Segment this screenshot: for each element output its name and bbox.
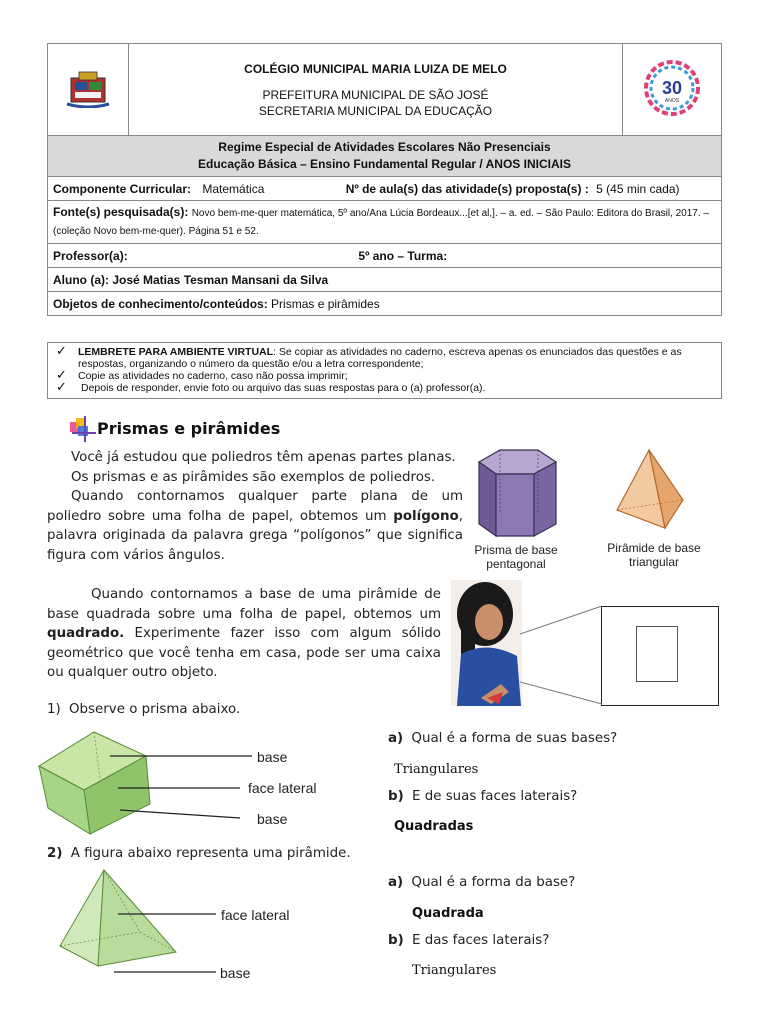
reminder-title: LEMBRETE PARA AMBIENTE VIRTUAL xyxy=(78,346,274,358)
regime-cell xyxy=(48,136,722,177)
q1a-letter: a) xyxy=(388,731,404,746)
fonte-value: Novo bem-me-quer matemática, 5º ano/Ana Lúcia Bordeaux...[et al,]. – a. ed. – São Paulo: Editora do Brasil, 2017. – (coleção Novo bem-me-quer). Página 51 e 52. xyxy=(53,208,709,237)
coat-of-arms-icon xyxy=(65,68,111,108)
reminder-line-3-text: Depois de responder, envie foto ou arquivo das suas respostas para o (a) professor(a). xyxy=(81,382,486,394)
aulas-value: 5 (45 min cada) xyxy=(596,181,680,196)
ano-turma: 5º ano – Turma: xyxy=(358,248,448,263)
q1a-question xyxy=(388,731,617,746)
paper-sheet xyxy=(601,606,719,706)
reminder-line-2 xyxy=(56,367,715,382)
q1a-text: Qual é a forma de suas bases? xyxy=(411,731,618,746)
reminder-box xyxy=(47,342,722,399)
pyramid-caption: Pirâmide de base triangular xyxy=(607,541,701,569)
anniversary-number: 30 xyxy=(661,78,683,98)
anniversary-word: ANOS xyxy=(664,98,680,104)
q1b-text: E de suas faces laterais? xyxy=(411,789,578,804)
header-title-cell xyxy=(129,44,623,136)
q2b-letter: b) xyxy=(388,933,404,948)
q2-text: A figura abaixo representa uma pirâmide. xyxy=(70,846,351,861)
regime-text: Regime Especial de Atividades Escolares Não Presenciais xyxy=(218,140,551,154)
intro-p3c: , palavra originada da palavra grega “polígonos” que significa figura com vários ângulos. xyxy=(47,508,463,563)
q1-text: Observe o prisma abaixo. xyxy=(69,702,241,717)
q1b-question xyxy=(388,789,577,804)
reminder-line-1-text: : Se copiar as atividades no caderno, escreva apenas os enunciados das questões e as respostas, organizando o número da questão e/ou a letra correspondente; xyxy=(78,346,682,370)
q2-label-face: face lateral xyxy=(221,907,290,923)
componente-row xyxy=(48,177,722,201)
objetos-label: Objetos de conhecimento/conteúdos: xyxy=(53,296,268,311)
q1-label-face: face lateral xyxy=(248,780,317,796)
intro-p2: Os prismas e as pirâmides são exemplos de poliedros. xyxy=(71,469,436,485)
q2-number: 2) xyxy=(47,846,63,861)
professor-label: Professor(a): xyxy=(53,248,128,263)
coat-of-arms-cell xyxy=(48,44,129,136)
q2b-text: E das faces laterais? xyxy=(411,933,550,948)
q2a-question xyxy=(388,875,575,890)
q1b-answer: Quadradas xyxy=(394,819,474,834)
q2b-answer: Triangulares xyxy=(412,963,497,978)
q2a-answer: Quadrada xyxy=(412,906,484,921)
intro-p4 xyxy=(47,585,441,683)
intro-p1: Você já estudou que poliedros têm apenas partes planas. xyxy=(71,450,456,465)
reminder-line-2-text: Copie as atividades no caderno, caso não possa imprimir; xyxy=(78,370,348,382)
prefeitura-name: PREFEITURA MUNICIPAL DE SÃO JOSÉ xyxy=(262,87,489,102)
intro-p3 xyxy=(47,487,463,565)
intro-p3b: polígono xyxy=(393,508,459,524)
q2a-text: Qual é a forma da base? xyxy=(411,875,576,890)
section-title: Prismas e pirâmides xyxy=(97,419,281,438)
anniversary-logo-cell xyxy=(623,44,722,136)
q1-label-base-top: base xyxy=(257,749,288,765)
aluno-row: Aluno (a): José Matias Tesman Mansani da Silva xyxy=(48,268,722,292)
prism-caption: Prisma de base pentagonal xyxy=(474,543,558,571)
reminder-line-3 xyxy=(56,379,715,394)
intro-p4c: Experimente fazer isso com algum sólido geométrico que você tenha em casa, pode ser uma caixa ou qualquer outro objeto. xyxy=(47,626,441,681)
intro-p3a: Quando contornamos qualquer parte plana de um poliedro sobre uma folha de papel, obtemos um xyxy=(47,489,463,524)
componente-value: Matemática xyxy=(202,181,265,196)
q1-heading xyxy=(47,702,240,717)
section-bullet-icon xyxy=(68,416,98,442)
checkmark-icon: ✓ xyxy=(56,379,67,394)
pentagonal-prism-image xyxy=(474,448,560,540)
intro-text xyxy=(47,448,463,566)
q1a-answer: Triangulares xyxy=(394,762,479,777)
aulas-label: Nº de aula(s) das atividade(s) proposta(s) : xyxy=(345,181,589,196)
componente-label: Componente Curricular: xyxy=(53,181,192,196)
projection-lines xyxy=(520,604,604,706)
q2-label-base: base xyxy=(220,965,251,981)
checkmark-icon: ✓ xyxy=(56,367,67,382)
intro-p4b: quadrado. xyxy=(47,626,125,642)
checkmark-icon: ✓ xyxy=(56,343,67,358)
traced-square xyxy=(636,626,678,682)
triangular-pyramid-image xyxy=(611,448,687,532)
secretaria-name: SECRETARIA MUNICIPAL DA EDUCAÇÃO xyxy=(258,103,493,118)
pointer-line xyxy=(120,810,240,818)
reminder-line-1 xyxy=(56,343,715,370)
square-pyramid-image xyxy=(56,866,226,978)
header-table xyxy=(47,43,722,316)
anniversary-30-logo xyxy=(641,60,703,116)
girl-tracing-photo xyxy=(451,580,522,706)
q2b-question xyxy=(388,933,549,948)
school-name: COLÉGIO MUNICIPAL MARIA LUIZA DE MELO xyxy=(244,61,507,76)
educacao-text: Educação Básica – Ensino Fundamental Regular / ANOS INICIAIS xyxy=(198,157,571,171)
fonte-label: Fonte(s) pesquisada(s): xyxy=(53,205,189,219)
professor-row xyxy=(48,244,722,268)
q2-heading xyxy=(47,846,351,861)
q1-label-base-bottom: base xyxy=(257,811,288,827)
objetos-value: Prismas e pirâmides xyxy=(271,296,380,311)
q2a-letter: a) xyxy=(388,875,404,890)
intro-p4a: Quando contornamos a base de uma pirâmide de base quadrada sobre uma folha de papel, obtemos um xyxy=(47,587,441,622)
q1b-letter: b) xyxy=(388,789,404,804)
fonte-row xyxy=(48,201,722,244)
objetos-row xyxy=(48,292,722,316)
q1-number: 1) xyxy=(47,702,61,717)
